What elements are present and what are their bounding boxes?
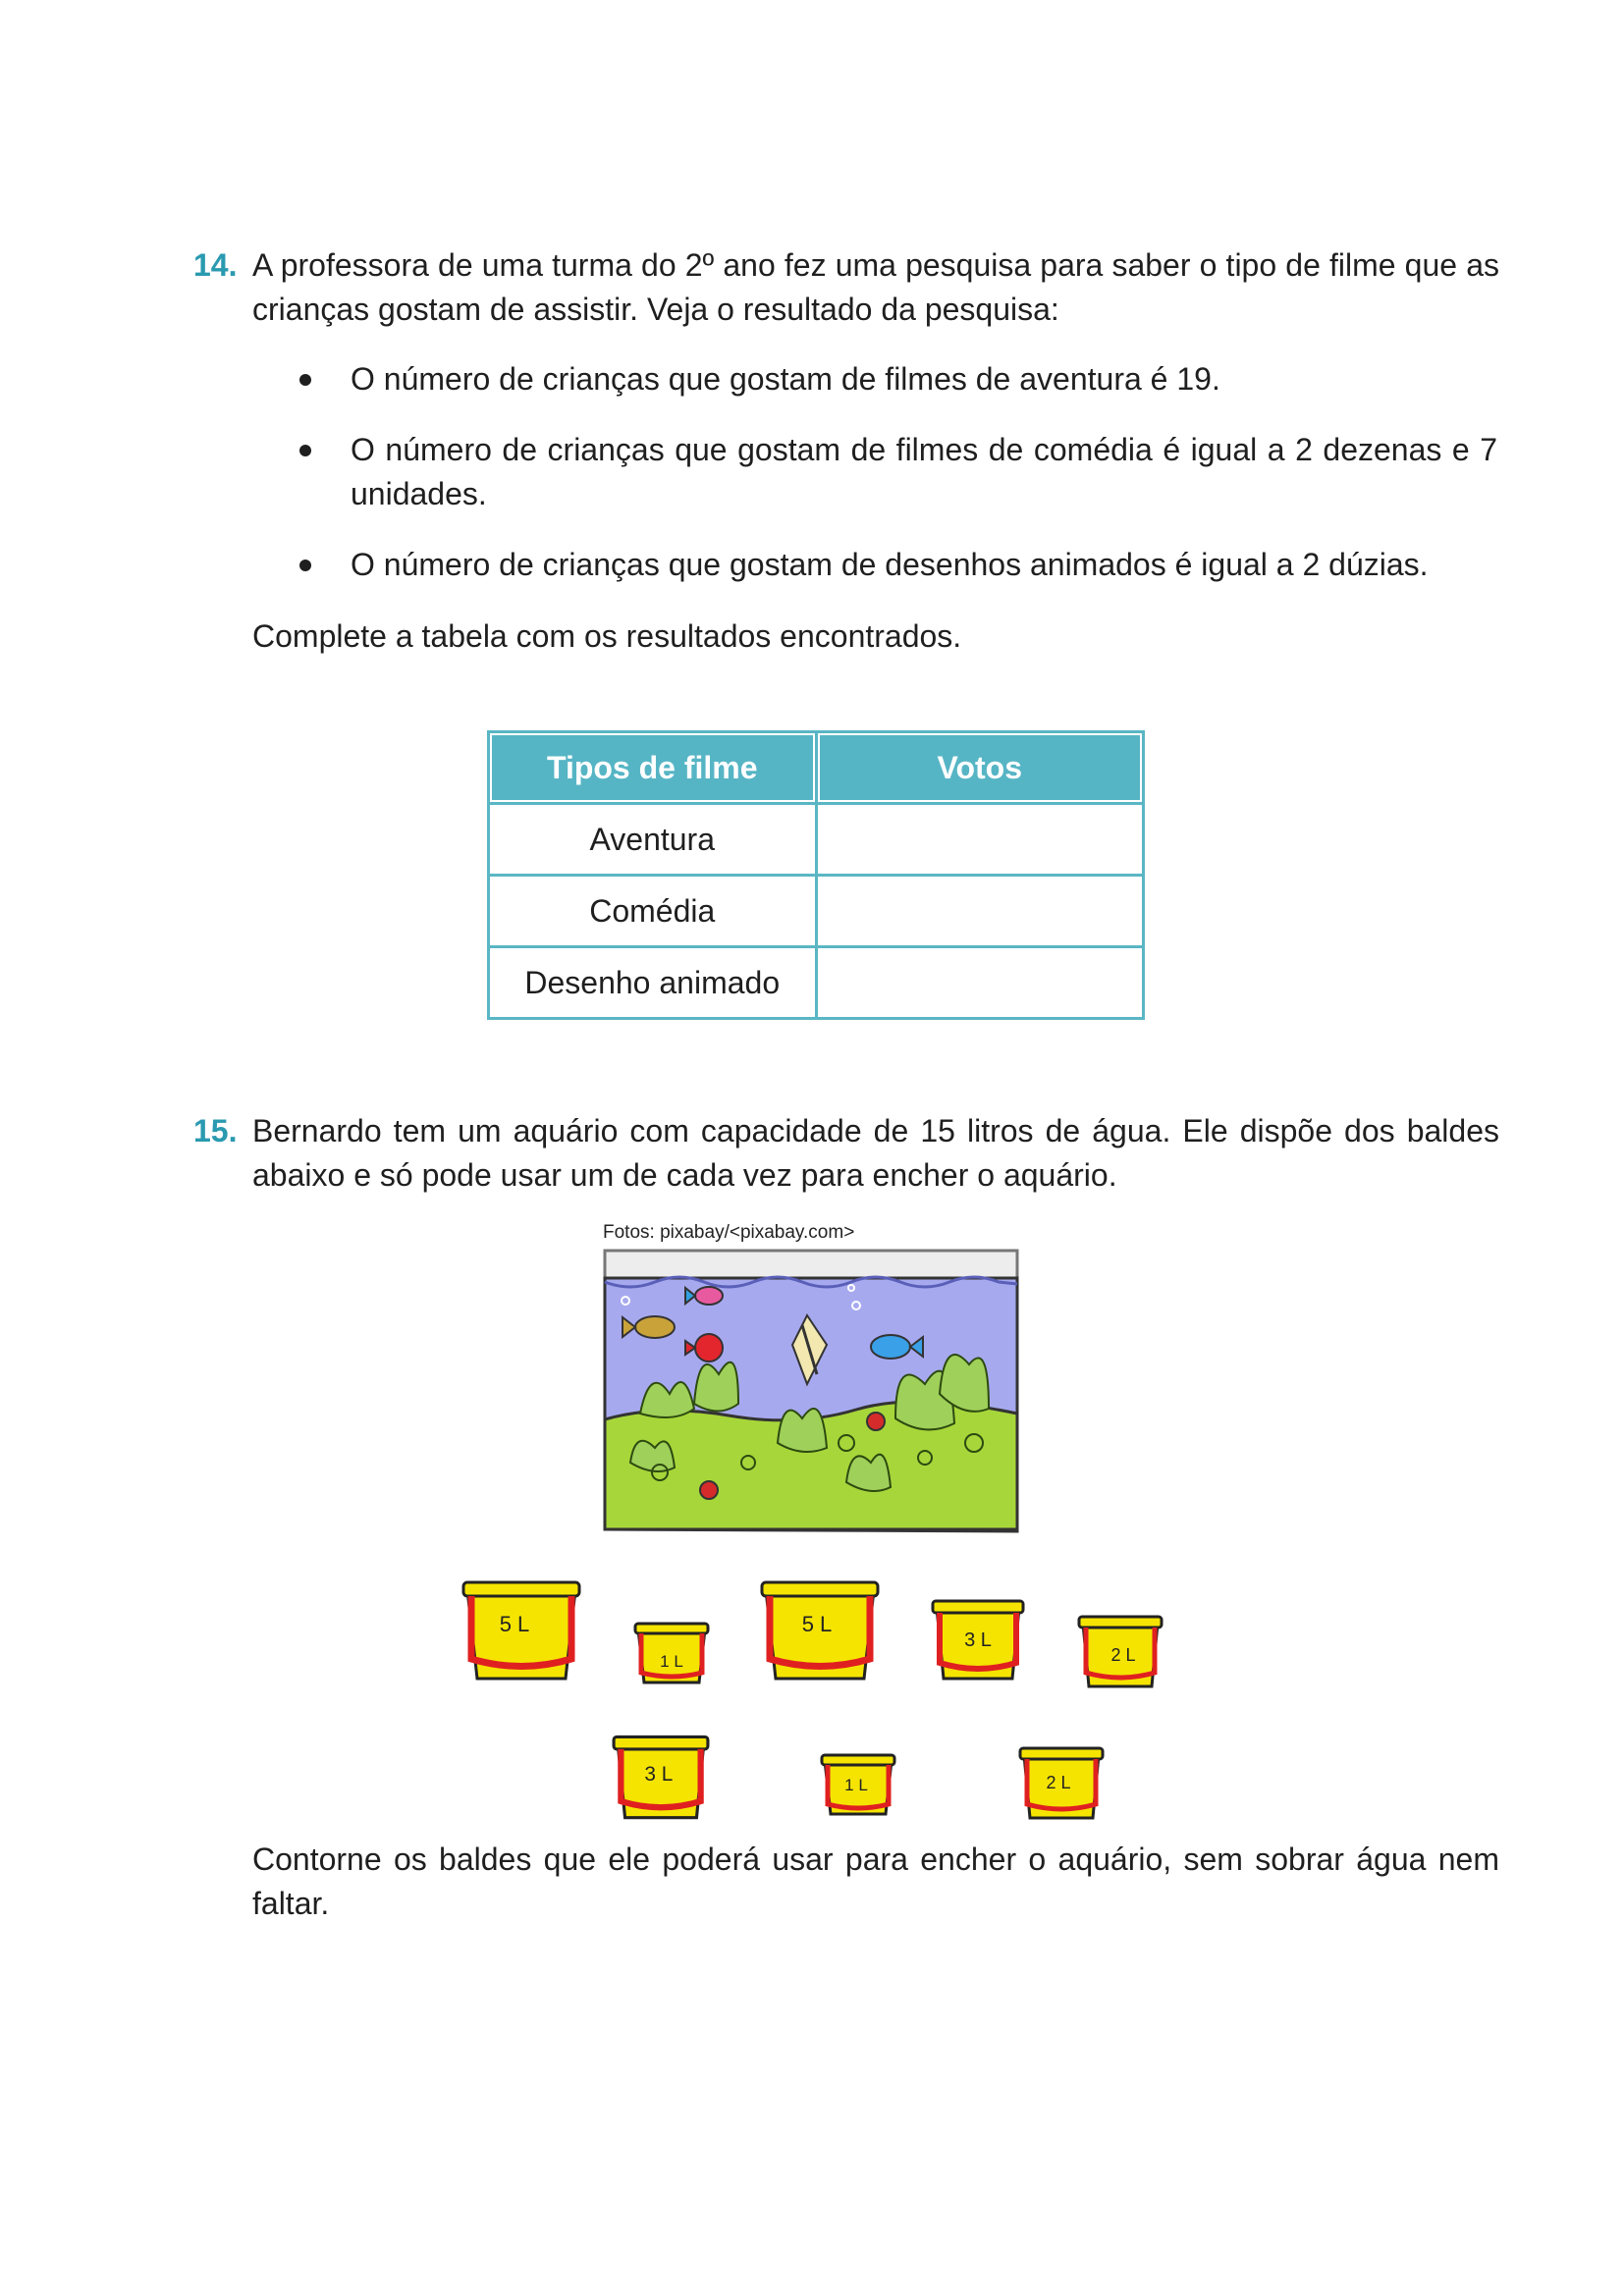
table-cell-votes[interactable] bbox=[816, 947, 1144, 1019]
bucket-icon[interactable] bbox=[1017, 1741, 1106, 1824]
aquarium-illustration bbox=[601, 1247, 1023, 1541]
bullet-item bbox=[299, 428, 1497, 516]
bucket-label: 1 L bbox=[660, 1652, 683, 1671]
bucket-label: 5 L bbox=[499, 1612, 530, 1636]
bullet-item bbox=[299, 543, 1497, 587]
votes-table bbox=[487, 730, 1145, 1020]
bullet-dot-icon bbox=[299, 560, 311, 571]
table-row bbox=[489, 804, 1144, 876]
table-cell-type: Aventura bbox=[489, 804, 817, 876]
photo-credit: Fotos: pixabay/<pixabay.com> bbox=[603, 1222, 855, 1243]
bucket-icon[interactable] bbox=[756, 1571, 884, 1688]
bullet-text: O número de crianças que gostam de desenhos animados é igual a 2 dúzias. bbox=[351, 547, 1429, 582]
table-row bbox=[489, 876, 1144, 947]
question-15-text: Bernardo tem um aquário com capacidade de 15 litros de água. Ele dispõe dos baldes abaixo e só pode usar um de cada vez para encher o aquário. bbox=[252, 1113, 1499, 1193]
bucket-label: 5 L bbox=[801, 1612, 833, 1636]
table-header-row bbox=[489, 732, 1144, 804]
table-header-votes: Votos bbox=[816, 732, 1144, 804]
bullet-dot-icon bbox=[299, 445, 311, 456]
bucket-label: 2 L bbox=[1110, 1645, 1136, 1665]
table-row bbox=[489, 947, 1144, 1019]
bullet-dot-icon bbox=[299, 374, 311, 386]
bucket-icon[interactable] bbox=[609, 1728, 713, 1826]
aquarium-top-frame bbox=[605, 1251, 1017, 1278]
bucket-icon[interactable] bbox=[1076, 1610, 1164, 1692]
bucket-icon[interactable] bbox=[632, 1618, 711, 1688]
bucket-label: 3 L bbox=[644, 1763, 674, 1787]
table-cell-votes[interactable] bbox=[816, 804, 1144, 876]
bucket-label: 2 L bbox=[1046, 1773, 1071, 1792]
table-cell-type: Desenho animado bbox=[489, 947, 817, 1019]
bucket-icon[interactable] bbox=[819, 1749, 897, 1820]
question-14-number: 14. bbox=[193, 247, 238, 283]
bullet-text: O número de crianças que gostam de filmes de aventura é 19. bbox=[351, 361, 1220, 397]
question-14 bbox=[193, 243, 1499, 332]
question-15 bbox=[193, 1109, 1499, 1198]
bullet-text: O número de crianças que gostam de filmes de comédia é igual a 2 dezenas e 7 unidades. bbox=[351, 432, 1497, 511]
question-14-text: A professora de uma turma do 2º ano fez uma pesquisa para saber o tipo de filme que as crianças gostam de assistir. Veja o resultado da pesquisa: bbox=[252, 247, 1499, 327]
bullet-item bbox=[299, 357, 1497, 401]
table-header-type: Tipos de filme bbox=[489, 732, 817, 804]
bucket-icon[interactable] bbox=[929, 1592, 1027, 1686]
question-14-instruction: Complete a tabela com os resultados encontrados. bbox=[252, 618, 962, 654]
bucket-label: 1 L bbox=[844, 1776, 868, 1794]
table-cell-type: Comédia bbox=[489, 876, 817, 947]
bucket-label: 3 L bbox=[964, 1629, 992, 1651]
table-cell-votes[interactable] bbox=[816, 876, 1144, 947]
question-15-instruction: Contorne os baldes que ele poderá usar para encher o aquário, sem sobrar água nem faltar. bbox=[252, 1842, 1499, 1921]
bucket-icon[interactable] bbox=[458, 1571, 585, 1688]
question-15-number: 15. bbox=[193, 1113, 238, 1148]
